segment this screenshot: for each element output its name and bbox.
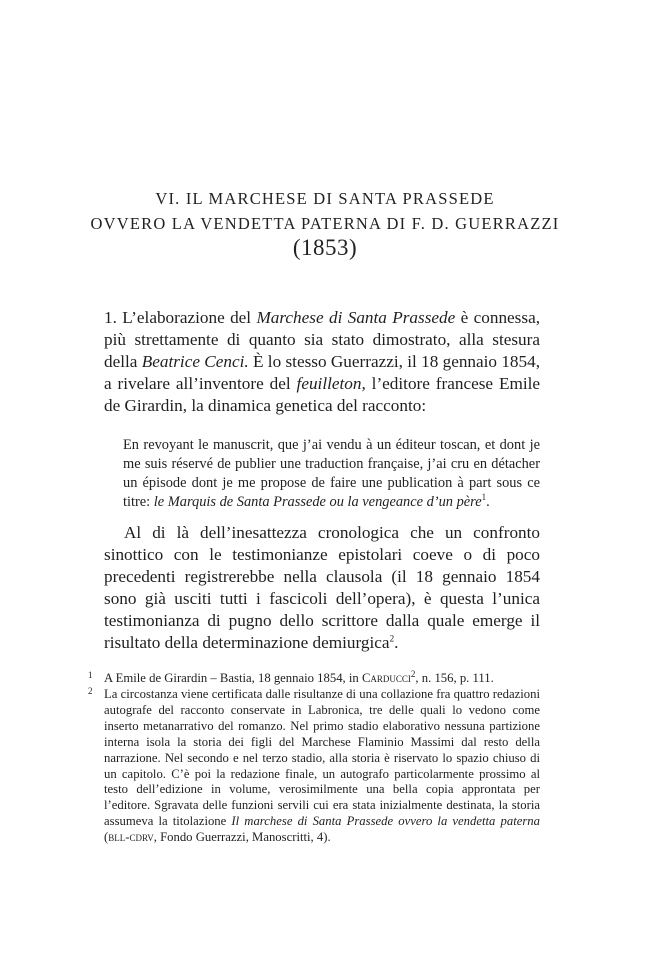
footnote-number: 1: [88, 670, 93, 680]
author-name: Carducci: [361, 671, 411, 685]
paragraph-1: 1. L’elaborazione del Marchese di Santa Prassede è connessa, più strettamente di quanto sia stato dimostrato, alla stesura della Beatrice Cenci. È lo stesso Guerrazzi, il 18 gennaio 1854, a rivelare all’inventore del feuilleton, l’editore francese Emile de Girardin, la dinamica genetica del racconto:: [104, 308, 541, 415]
footnote-1: 1 A Emile de Girardin – Bastia, 18 gennaio 1854, in Carducci$^2$, n. 156, p. 111.: [88, 668, 494, 685]
footnote-ref-1[interactable]: 1: [481, 492, 487, 503]
paragraph-2: Al di là dell’inesattezza cronologica che un confronto sinottico con le testimonianze epistolari coeve o di poco precedenti registrerebbe nella clausola (il 18 gennaio 1854 sono già usciti tutti i fascicoli dell’opera), è questa l’unica testimonianza di pugno dello scrittore dalla quale emerge il risultato della determinazione demiurgica$^2$.: [104, 523, 540, 652]
term: feuilleton,: [296, 374, 366, 393]
work-title: Marchese di Santa Prassede: [256, 308, 456, 327]
chapter-year: (1853): [292, 235, 358, 260]
footnote-ref-2[interactable]: 2: [389, 633, 395, 644]
archive-siglum: bll-cdrv: [108, 830, 154, 845]
work-title: Il marchese di Santa Prassede ovvero la vendetta paterna: [231, 814, 540, 829]
footnote-number: 2: [88, 686, 93, 696]
footnote-2: 2 La circostanza viene certificata dalle risultanze di una collazione fra quattro redazioni autografe del racconto conservate in Labronica, tre delle quali lo vedono come inserto metanarrativo del romanzo. Nel primo stadio elaborativo nessuna partizione interna isola la storia dei figli del Marchese Flaminio Massimi dal resto della narrazione. Nel secondo e nel terzo stadio, alla storia è riservato lo spazio chiuso di un capitolo. C’è poi la redazione finale, un autografo particolarmente prossimo al testo dell’edizione in volume, verosimilmente una bella copia approntata per l’editore. Sgravata delle funzioni servili cui era stata inizialmente destinata, la storia assumeva la titolazione Il marchese di Santa Prassede ovvero la vendetta paterna (bll-cdrv, Fondo Guerrazzi, Manoscritti, 4).: [88, 686, 540, 845]
quoted-title: le Marquis de Santa Prassede ou la vengeance d’un père: [153, 494, 482, 510]
chapter-title-line-2: OVVERO LA VENDETTA PATERNA DI F. D. GUERRAZZI: [90, 214, 560, 233]
block-quote: En revoyant le manuscrit, que j’ai vendu à un éditeur toscan, et dont je me suis réservé de publier une traduction française, j’ai cru en détacher un épisode dont je me propose de faire une publication à part sous ce titre: le Marquis de Santa Prassede ou la vengeance d’un père$^1$.: [123, 437, 540, 510]
paragraph-number: 1.: [104, 308, 117, 327]
chapter-title-line-1: VI. IL MARCHESE DI SANTA PRASSEDE: [155, 189, 495, 208]
work-title: Beatrice Cenci.: [141, 352, 249, 371]
